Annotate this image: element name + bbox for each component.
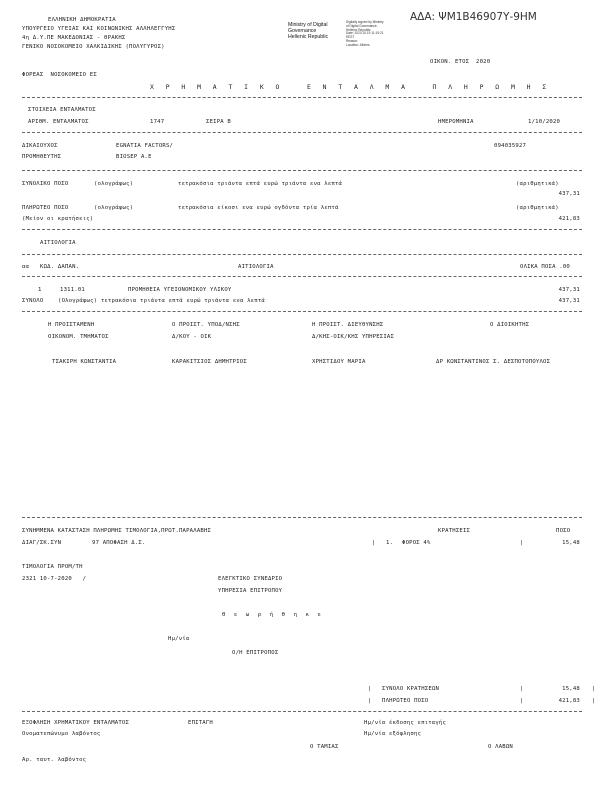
kratisi-amount: 15,48 [562,540,580,546]
divider [22,276,582,277]
exoflisi-date: Ημ/νία εξόφλησης [364,731,422,737]
ministry-stamp: Ministry of Digital Governance Hellenic Republic [288,22,329,40]
col-poso: ΟΛΙΚΑ ΠΟΣΑ .00 [520,264,570,270]
divider [22,97,582,98]
dikaiouxos-name: EGNATIA FACTORS/ [116,143,174,149]
totals-pipe: | [368,698,372,704]
dikaiouxos-afm: 094035927 [494,143,527,149]
header-line-1: ΕΛΛΗΝΙΚΗ ΔΗΜΟΚΡΑΤΙΑ [48,17,116,23]
header-line-4: ΓΕΝΙΚΟ ΝΟΣΟΚΟΜΕΙΟ ΧΑΛΚΙΔΙΚΗΣ (ΠΟΛΥΓΥΡΟΣ) [22,44,165,50]
col-kod: ΚΩΔ. ΔΑΠΑΝ. [40,264,80,270]
kratiseis-pipe: | [372,540,376,546]
promitheutis-name: BIOSEP A.E [116,154,152,160]
arithmos-label: ΑΡΙΘΜ. ΕΝΤΑΛΜΑΤΟΣ [28,119,89,125]
synoliko-label: ΣΥΝΟΛΙΚΟ ΠΟΣΟ [22,181,69,187]
col-aa: αα [22,264,30,270]
row-kod: 1311.01 [60,287,85,293]
elegktiko-date-label: Ημ/νία [168,636,190,642]
synoliko-amount: 437,31 [558,191,580,197]
kratiseis-heading: ΣΥΝΗΜΜΕΝΑ ΚΑΤΑΣΤΑΣΗ ΠΛΗΡΩΜΗΣ ΤΙΜΟΛΟΓΙΑ,ΠΡΩΤ.ΠΑΡΑΛΑΒΗΣ [22,528,212,534]
sig-name-2: ΚΑΡΑΚΙΤΣΙΟΣ ΔΗΜΗΤΡΙΟΣ [172,359,247,365]
sig-name-4: ΔΡ ΚΩΝΣΤΑΝΤΙΝΟΣ Σ. ΔΕΣΠΟΤΟΠΟΥΛΟΣ [436,359,551,365]
timologia-value: 2321 10-7-2020 / [22,576,87,582]
imerominia-value: 1/10/2020 [528,119,561,125]
stoixeia-heading: ΣΤΟΙΧΕΙΑ ΕΝΤΑΛΜΑΤΟΣ [28,107,96,113]
plirotaio-olografos: τετρακόσια είκοσι ενα ευρώ ογδόντα τρία λεπτά [178,205,339,211]
synolo-kratiseon: 15,48 [562,686,580,692]
seira: ΣΕΙΡΑ Β [206,119,231,125]
synoliko-olografos-label: (ολογράφως) [94,181,134,187]
divider [22,311,582,312]
document-title: Χ Ρ Η Μ Α Τ Ι Κ Ο Ε Ν Τ Α Λ Μ Α Π Λ Η Ρ Ω Μ Η Σ [150,83,551,91]
totals-pipe: | [520,686,524,692]
kratisi-name: ΦΟΡΟΣ 4% [402,540,431,546]
synoliko-olografos: τετρακόσια τριάντα επτά ευρώ τριάντα ενα λεπτά [178,181,343,187]
col-aitiologia: ΑΙΤΙΟΛΟΓΙΑ [238,264,274,270]
dikaiouxos-label: ΔΙΚΑΙΟΥΧΟΣ [22,143,58,149]
divider [22,132,582,133]
ada-code: ΑΔΑ: ΨΜ1Β46907Υ-9ΗΜ [410,11,537,23]
lavon: Ο ΛΑΒΩΝ [488,744,513,750]
foreas: ΦΟΡΕΑΣ ΝΟΣΟΚΟΜΕΙΟ ΕΣ [22,72,97,78]
onomateponymo: Ονοματεπώνυμο λαβόντος [22,731,101,737]
plirotaio-amount: 421,83 [558,216,580,222]
divider [22,170,582,171]
sig-name-3: ΧΡΗΣΤΙΔΟΥ ΜΑΡΙΑ [312,359,366,365]
total-amount: 437,31 [558,298,580,304]
ekdosi-epitagis: Ημ/νία έκδοσης επιταγής [364,720,447,726]
total-label: ΣΥΝΟΛΟ [22,298,44,304]
sig-title-1: Η ΠΡΟΙΣΤΑΜΕΝΗ [48,322,95,328]
plirotaio-poso: 421,83 [558,698,580,704]
sig-subtitle-2: Δ/ΚΟΥ - ΟΙΚ [172,334,212,340]
sig-name-1: ΤΣΑΚΙΡΗ ΚΩΝΣΤΑΝΤΙΑ [52,359,117,365]
sig-title-4: Ο ΔΙΟΙΚΗΤΗΣ [490,322,530,328]
totals-pipe: | [368,686,372,692]
row-desc: ΠΡΟΜΗΘΕΙΑ ΥΓΕΙΟΝΟΜΙΚΟΥ ΥΛΙΚΟΥ [128,287,232,293]
header-line-2: ΥΠΟΥΡΓΕΙΟ ΥΓΕΙΑΣ ΚΑΙ ΚΟΙΝΩΝΙΚΗΣ ΑΛΛΗΛΕΓΓΥΗΣ [22,26,176,32]
kratisi-idx: 1. [386,540,394,546]
tamias: Ο ΤΑΜΙΑΣ [310,744,339,750]
kratiseis-label: ΚΡΑΤΗΣΕΙΣ [438,528,471,534]
oikon-etos: 2020 [476,59,491,65]
totals-pipe: | [592,686,596,692]
sig-title-2: Ο ΠΡΟΙΣΤ. ΥΠΟΔ/ΝΣΗΣ [172,322,240,328]
aitiologia-heading: ΑΙΤΙΟΛΟΓΙΑ [40,240,76,246]
diag-label: ΔΙΑΓ/ΣΚ.ΣΥΝ [22,540,62,546]
exoflisi: ΕΞΟΦΛΗΣΗ ΧΡΗΜΑΤΙΚΟΥ ΕΝΤΑΛΜΑΤΟΣ [22,720,130,726]
synoliko-arithmitika-label: (αριθμητικά) [516,181,559,187]
plirotaio-note: (Μείον οι κρατήσεις) [22,216,94,222]
timologia-label: ΤΙΜΟΛΟΓΙΑ ΠΡΟΜ/ΤΗ [22,564,83,570]
theorithike: Θ ε ω ρ ή θ η κ ε [222,612,324,618]
divider [22,254,582,255]
divider [22,517,582,518]
sig-title-3: Η ΠΡΟΙΣΤ. ΔΙΕΥΘΥΝΣΗΣ [312,322,384,328]
diag-value: 97 ΑΠΟΦΑΣΗ Δ.Σ. [92,540,146,546]
sig-subtitle-1: ΟΙΚΟΝΟΜ. ΤΜΗΜΑΤΟΣ [48,334,109,340]
row-amount: 437,31 [558,287,580,293]
digital-signature-note: Digitally signed by Ministry of Digital Governance, Hellenic Republic Date: 2020.10.19 11:15:21 EEST Reason: Location: Athens [346,20,384,47]
total-olografos: (Ολογράφως) τετρακόσια τριάντα επτά ευρώ τριάντα ενα λεπτά [58,298,265,304]
kratiseis-pipe: | [520,540,524,546]
plirotaio-label: ΠΛΗΡΩΤΕΟ ΠΟΣΟ [22,205,69,211]
promitheutis-label: ΠΡΟΜΗΘΕΥΤΗΣ [22,154,62,160]
elegktiko-line-1: ΕΛΕΓΚΤΙΚΟ ΣΥΝΕΔΡΙΟ [218,576,283,582]
totals-pipe: | [520,698,524,704]
arithmos-value: 1747 [150,119,165,125]
kratiseis-poso-label: ΠΟΣΟ [556,528,571,534]
divider [22,229,582,230]
oikon-etos-label: ΟΙΚΟΝ. ΕΤΟΣ [430,59,470,65]
synolo-kratiseon-label: ΣΥΝΟΛΟ ΚΡΑΤΗΣΕΩΝ [382,686,440,692]
sig-subtitle-3: Δ/ΚΗΣ-ΟΙΚ/ΚΗΣ ΥΠΗΡΕΣΙΑΣ [312,334,395,340]
header-line-3: 4η Δ.Υ.ΠΕ ΜΑΚΕΔΟΝΙΑΣ - ΘΡΑΚΗΣ [22,35,126,41]
imerominia-label: ΗΜΕΡΟΜΗΝΙΑ [438,119,474,125]
elegktiko-line-2: ΥΠΗΡΕΣΙΑ ΕΠΙΤΡΟΠΟΥ [218,588,283,594]
epitropos: Ο/Η ΕΠΙΤΡΟΠΟΣ [232,650,279,656]
plirotaio-olografos-label: (ολογράφως) [94,205,134,211]
plirotaio-poso-label: ΠΛΗΡΩΤΕΟ ΠΟΣΟ [382,698,429,704]
divider [22,711,582,712]
row-aa: 1 [38,287,42,293]
epitagi: ΕΠΙΤΑΓΗ [188,720,213,726]
ar-tayt: Αρ. ταυτ. λαβόντος [22,757,87,763]
plirotaio-arithmitika-label: (αριθμητικά) [516,205,559,211]
totals-pipe: | [592,698,596,704]
